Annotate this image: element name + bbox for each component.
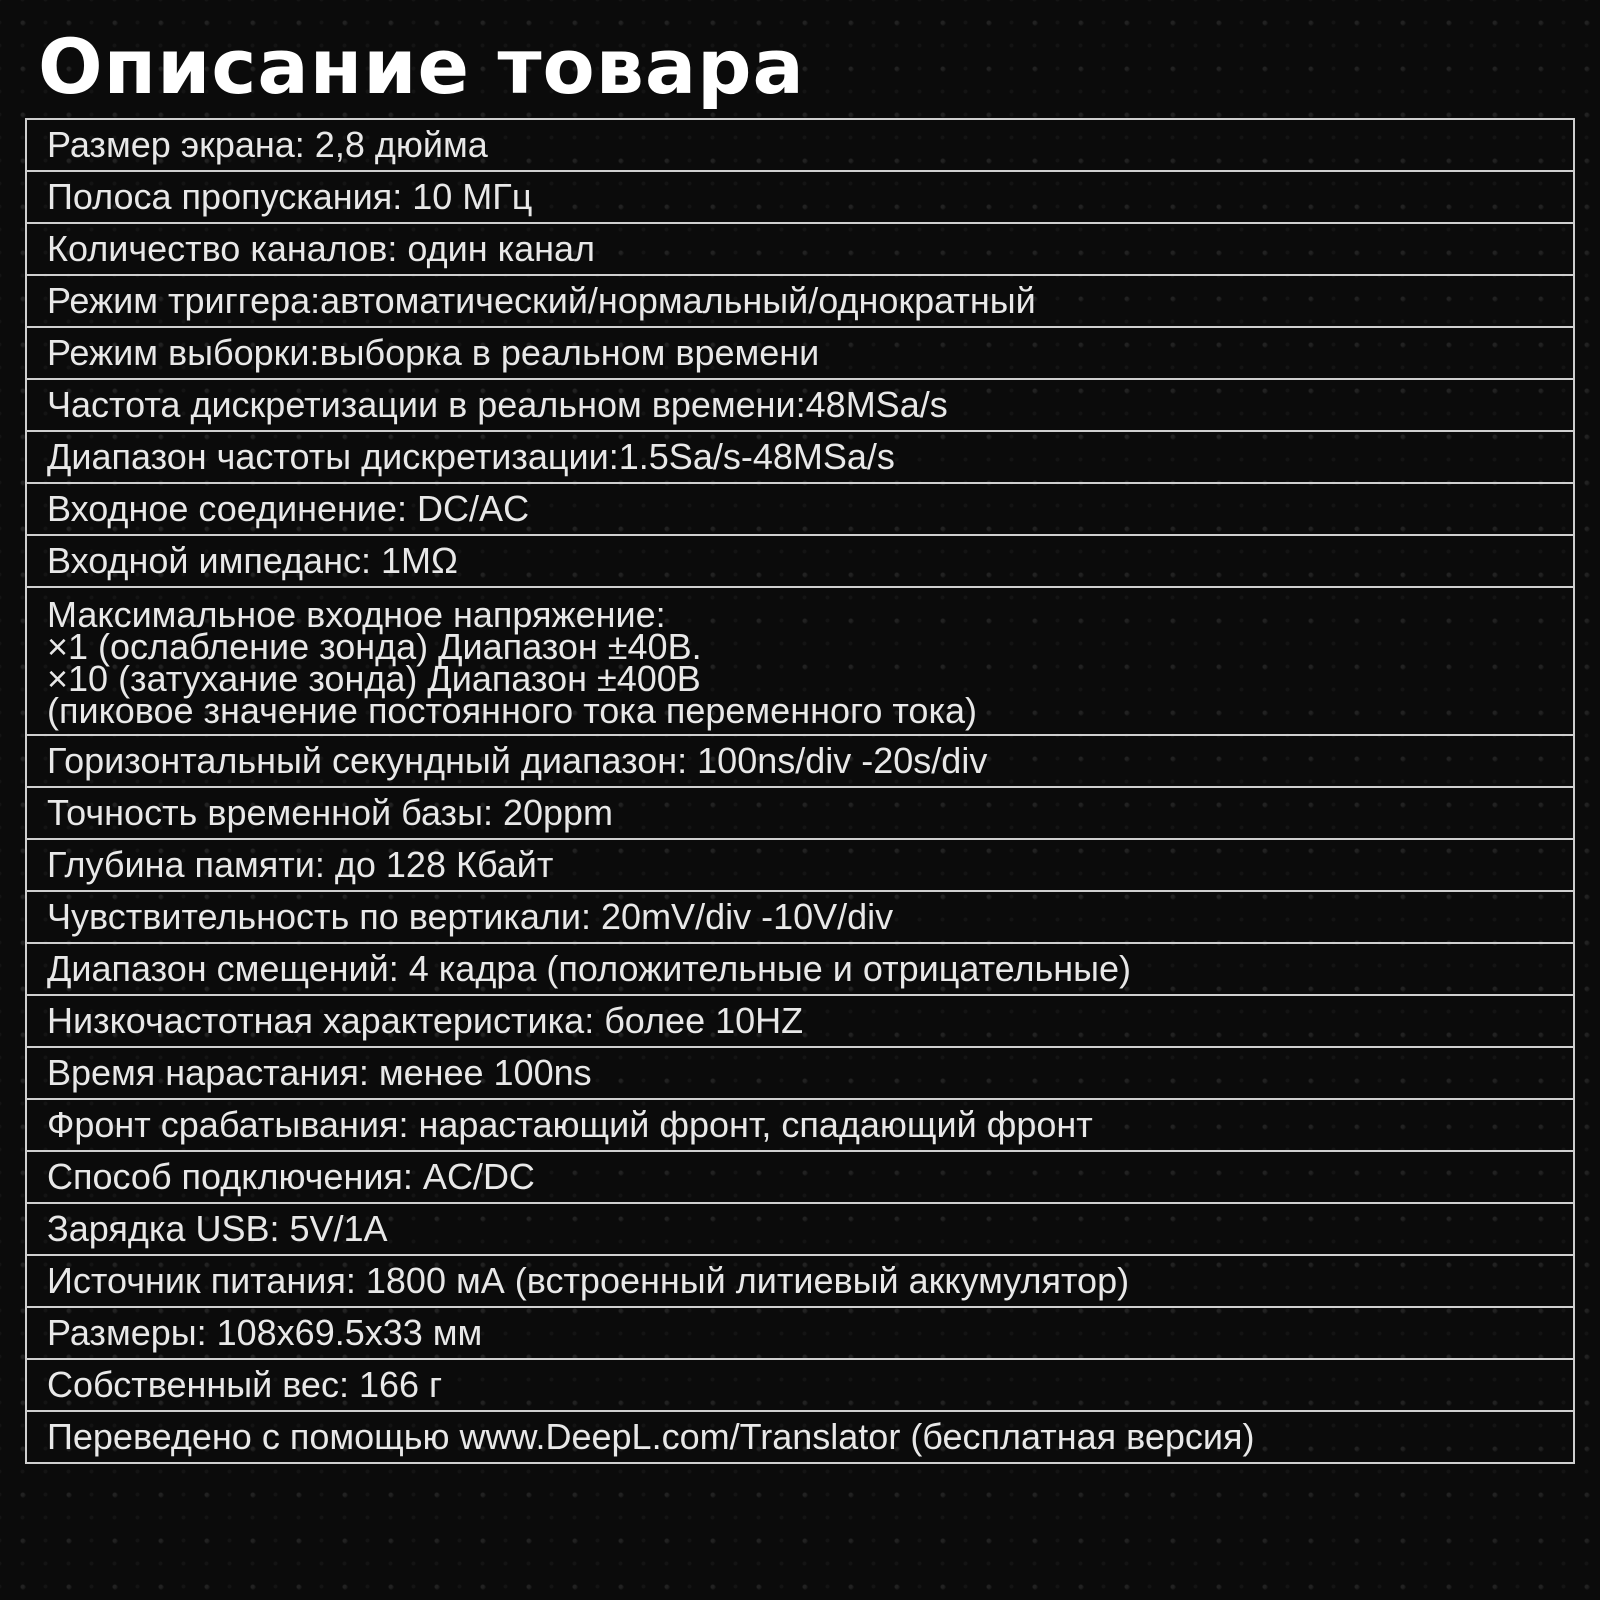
spec-screen-size: Размер экрана: 2,8 дюйма (26, 119, 1574, 171)
spec-memory-depth: Глубина памяти: до 128 Кбайт (26, 839, 1574, 891)
spec-row (26, 787, 1574, 839)
spec-row (26, 587, 1574, 735)
spec-power-source: Источник питания: 1800 мА (встроенный литиевый аккумулятор) (26, 1255, 1574, 1307)
spec-row (26, 1099, 1574, 1151)
spec-usb-charging: Зарядка USB: 5V/1A (26, 1203, 1574, 1255)
spec-channels: Количество каналов: один канал (26, 223, 1574, 275)
spec-row (26, 1359, 1574, 1411)
spec-row (26, 995, 1574, 1047)
spec-row (26, 223, 1574, 275)
spec-sample-rate-range: Диапазон частоты дискретизации:1.5Sa/s-48MSa/s (26, 431, 1574, 483)
spec-row (26, 431, 1574, 483)
max-voltage-line: ×1 (ослабление зонда) Диапазон ±40В. (47, 626, 702, 667)
spec-connection: Способ подключения: AC/DC (26, 1151, 1574, 1203)
page-title: Описание товара (38, 22, 805, 111)
spec-vertical-sensitivity: Чувствительность по вертикали: 20mV/div -10V/div (26, 891, 1574, 943)
spec-max-input-voltage (26, 587, 1574, 735)
spec-rise-time: Время нарастания: менее 100ns (26, 1047, 1574, 1099)
spec-row (26, 119, 1574, 171)
spec-sampling-mode: Режим выборки:выборка в реальном времени (26, 327, 1574, 379)
spec-weight: Собственный вес: 166 г (26, 1359, 1574, 1411)
spec-timebase-accuracy: Точность временной базы: 20ppm (26, 787, 1574, 839)
spec-row (26, 891, 1574, 943)
spec-row (26, 1047, 1574, 1099)
max-voltage-line: (пиковое значение постоянного тока переменного тока) (47, 690, 978, 731)
spec-bandwidth: Полоса пропускания: 10 МГц (26, 171, 1574, 223)
spec-row (26, 1411, 1574, 1463)
spec-row (26, 483, 1574, 535)
spec-input-coupling: Входное соединение: DC/AC (26, 483, 1574, 535)
max-voltage-line: ×10 (затухание зонда) Диапазон ±400В (47, 658, 701, 699)
spec-table (25, 118, 1575, 1464)
spec-row (26, 1151, 1574, 1203)
spec-row (26, 327, 1574, 379)
spec-sample-rate: Частота дискретизации в реальном времени:48MSa/s (26, 379, 1574, 431)
spec-row (26, 1203, 1574, 1255)
spec-translation-note: Переведено с помощью www.DeepL.com/Translator (бесплатная версия) (26, 1411, 1574, 1463)
spec-row (26, 1307, 1574, 1359)
spec-low-frequency: Низкочастотная характеристика: более 10HZ (26, 995, 1574, 1047)
spec-row (26, 839, 1574, 891)
spec-row (26, 1255, 1574, 1307)
spec-dimensions: Размеры: 108x69.5x33 мм (26, 1307, 1574, 1359)
spec-row (26, 943, 1574, 995)
max-voltage-line: Максимальное входное напряжение: (47, 594, 666, 635)
spec-row (26, 379, 1574, 431)
spec-row (26, 275, 1574, 327)
spec-trigger-edge: Фронт срабатывания: нарастающий фронт, спадающий фронт (26, 1099, 1574, 1151)
spec-row (26, 171, 1574, 223)
spec-trigger-mode: Режим триггера:автоматический/нормальный/однократный (26, 275, 1574, 327)
spec-offset-range: Диапазон смещений: 4 кадра (положительные и отрицательные) (26, 943, 1574, 995)
spec-row (26, 535, 1574, 587)
spec-row (26, 735, 1574, 787)
spec-input-impedance: Входной импеданс: 1MΩ (26, 535, 1574, 587)
spec-horizontal-range: Горизонтальный секундный диапазон: 100ns/div -20s/div (26, 735, 1574, 787)
